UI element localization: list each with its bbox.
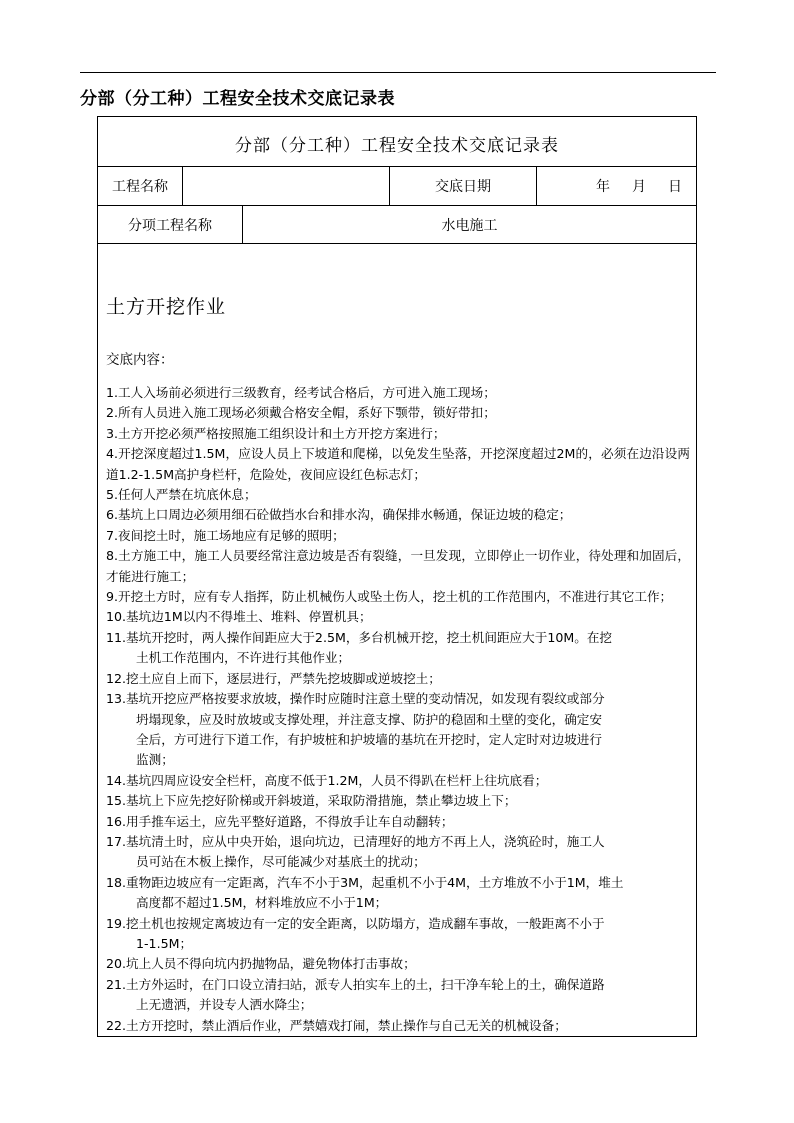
briefing-item-8 [106,546,690,587]
briefing-item-continuation: 员可站在木板上操作，尽可能减少对基底土的扰动； [136,854,426,870]
briefing-item-text: 22.土方开挖时，禁止酒后作业，严禁嬉戏打闹，禁止操作与自己无关的机械设备； [106,1017,567,1033]
project-name-field[interactable] [183,167,390,205]
date-year-label: 年 [596,179,610,195]
date-label: 交底日期 [390,167,537,205]
briefing-item-continuation: 坍塌现象，应及时放坡或支撑处理，并注意支撑、防护的稳固和土壁的变化，确定安 [136,711,602,727]
sub-project-value: 水电施工 [441,217,498,234]
briefing-item-2 [106,403,690,423]
briefing-item-6 [106,505,690,525]
briefing-item-text: 15.基坑上下应先挖好阶梯或开斜坡道，采取防滑措施，禁止攀边坡上下； [106,793,517,809]
briefing-item-continuation: 1-1.5M； [136,935,193,951]
briefing-item-9 [106,587,690,607]
briefing-item-14 [106,771,690,791]
briefing-item-15 [106,791,690,811]
briefing-item-text: 12.挖土应自上而下，逐层进行，严禁先挖坡脚或逆坡挖土； [106,670,441,686]
briefing-item-text: 17.基坑清土时，应从中央开始，退向坑边，已清理好的地方不再上人，浇筑砼时，施工人 [106,833,605,849]
briefing-item-text: 1.工人入场前必须进行三级教育，经考试合格后，方可进入施工现场； [106,385,496,400]
briefing-item-22 [106,1016,690,1036]
briefing-item-text: 7.夜间挖土时，施工场地应有足够的照明； [106,527,345,543]
header-rule [80,72,716,73]
project-info-row [98,167,696,206]
briefing-item-text: 20.坑上人员不得向坑内扔抛物品，避免物体打击事故； [106,956,416,972]
briefing-item-19 [106,914,690,955]
sheet-title-row [98,117,696,167]
briefing-item-text: 11.基坑开挖时，两人操作间距应大于2.5M，多台机械开挖，挖土机间距应大于10M。在挖 [106,629,613,645]
briefing-item-text: 2.所有人员进入施工现场必须戴合格安全帽，系好下颚带，锁好带扣； [106,405,496,421]
briefing-item-4 [106,444,690,485]
briefing-item-text: 13.基坑开挖应严格按要求放坡，操作时应随时注意土壁的变动情况，如发现有裂纹或部分 [106,691,605,707]
briefing-item-text: 18.重物距边坡应有一定距离，汽车不小于3M，起重机不小于4M，土方堆放不小于1M，堆土 [106,874,624,890]
briefing-item-text: 19.挖土机也按规定离坡边有一定的安全距离，以防塌方，造成翻车事故，一般距离不小于 [106,915,605,931]
briefing-item-continuation: 全后，方可进行下道工作，有护坡桩和护坡墙的基坑在开挖时，定人定时对边坡进行 [136,731,602,747]
briefing-item-1 [106,383,690,403]
briefing-item-text: 5.任何人严禁在坑底休息； [106,487,257,503]
briefing-item-18 [106,873,690,914]
briefing-item-text: 4.开挖深度超过1.5M，应设人员上下坡道和爬梯，以免发生坠落，开挖深度超过2M的，必须在边沿设两道1.2-1.5M高护身栏杆，危险处，夜间应设红色标志灯； [106,446,690,482]
page-header: 分部（分工种）工程安全技术交底记录表 [80,89,395,109]
briefing-item-continuation: 上无遗洒，并设专人洒水降尘； [136,997,313,1013]
briefing-item-3 [106,424,690,444]
briefing-item-20 [106,954,690,974]
sub-project-label: 分项工程名称 [98,206,243,243]
briefing-item-continuation: 监测； [136,752,174,768]
briefing-item-7 [106,526,690,546]
briefing-item-13 [106,689,690,771]
briefing-item-text: 21.土方外运时，在门口设立清扫站，派专人拍实车上的土，扫干净车轮上的土，确保道路 [106,976,605,992]
briefing-item-continuation: 土机工作范围内，不许进行其他作业； [136,650,351,666]
briefing-item-text: 6.基坑上口周边必须用细石砼做挡水台和排水沟，确保排水畅通，保证边坡的稳定； [106,507,572,523]
date-month-label: 月 [632,179,646,195]
briefing-item-16 [106,812,690,832]
briefing-item-text: 3.土方开挖必须严格按照施工组织设计和土方开挖方案进行； [106,425,446,441]
record-sheet [97,116,697,1037]
section-title: 土方开挖作业 [106,296,227,318]
project-name-label: 工程名称 [98,167,183,205]
briefing-item-10 [106,607,690,627]
briefing-item-text: 8.土方施工中，施工人员要经常注意边坡是否有裂缝，一旦发现，立即停止一切作业，待处理和加固后，才能进行施工； [106,548,690,584]
briefing-item-continuation: 高度都不超过1.5M，材料堆放应不小于1M； [136,895,388,911]
briefing-item-5 [106,485,690,505]
briefing-item-text: 14.基坑四周应设安全栏杆，高度不低于1.2M，人员不得趴在栏杆上往坑底看； [106,772,548,788]
briefing-item-11 [106,628,690,669]
briefing-item-text: 9.开挖土方时，应有专人指挥，防止机械伤人或坠土伤人，挖土机的工作范围内，不准进行其它工作； [106,589,673,605]
intro-label: 交底内容： [106,352,174,368]
briefing-item-17 [106,832,690,873]
sub-project-row [98,206,696,244]
briefing-item-21 [106,975,690,1016]
date-field[interactable] [537,167,696,205]
briefing-item-text: 16.用手推车运土，应先平整好道路，不得放手让车自动翻转； [106,813,454,829]
briefing-item-12 [106,669,690,689]
sheet-title: 分部（分工种）工程安全技术交底记录表 [235,136,559,156]
briefing-item-text: 10.基坑边1M以内不得堆土、堆料、停置机具； [106,609,372,625]
date-day-label: 日 [668,179,682,195]
briefing-items [106,383,690,1036]
